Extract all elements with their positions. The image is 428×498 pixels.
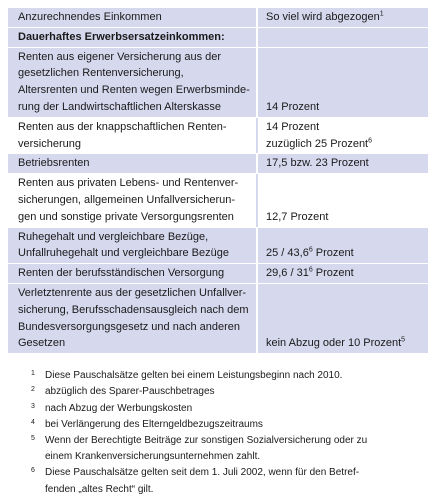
footnote-mark: 4: [31, 418, 35, 426]
footnote-ref: 6: [308, 246, 313, 254]
footnote-text: Diese Pauschalsätze gelten bei einem Leistungsbeginn nach 2010.: [45, 370, 343, 382]
deduction-text-b: Prozent: [312, 247, 354, 260]
deduction-text-a: 29,6 / 31: [266, 267, 309, 280]
footnote-ref: 5: [401, 336, 406, 344]
income-type-cell: Renten der berufsständischen Versorgung: [8, 264, 258, 283]
footnote-item: [31, 465, 421, 497]
footnote-item: [31, 401, 421, 417]
footnote-text: nach Abzug der Werbungskosten: [45, 402, 193, 414]
table-row: [8, 264, 428, 284]
deduction-text: 14 Prozent zuzüglich 25 Prozent: [266, 120, 369, 150]
footnote-mark: 6: [31, 467, 35, 475]
footnote-text: Diese Pauschalsätze gelten seit dem 1. Juli 2002, wenn für den Betref- fenden „altes Recht“ gilt.: [45, 467, 360, 495]
footnote-ref: 1: [379, 10, 384, 18]
footnote-item: [31, 368, 421, 384]
table-row: [8, 228, 428, 265]
deduction-cell: [258, 228, 428, 264]
income-type-cell: Renten aus privaten Lebens- und Rentenver- sicherungen, allgemeinen Unfallversicherun- gen und sonstige private Versorgungsrenten: [8, 174, 258, 226]
table-row: [8, 118, 428, 155]
footnote-text: abzüglich des Sparer-Pauschbetrages: [45, 386, 215, 398]
income-type-cell: Verletztenrente aus der gesetzlichen Unfallver- sicherung, Berufsschadensausgleich nach dem Bundesversorgungsgesetz und nach anderen Gesetzen: [8, 284, 258, 353]
deduction-cell: 17,5 bzw. 23 Prozent: [266, 157, 369, 170]
footnote-item: [31, 433, 421, 465]
deduction-text-b: Prozent: [312, 267, 354, 280]
footnote-item: [31, 384, 421, 400]
footnote-text: bei Verlängerung des Elterngeldbezugszeitraums: [45, 418, 263, 430]
section-title-empty-cell: [258, 28, 428, 47]
table-row: [8, 154, 428, 174]
header-income-type: Anzurechnendes Einkommen: [8, 8, 258, 27]
section-title-row: [8, 28, 428, 48]
footnote-mark: 1: [31, 370, 35, 378]
deduction-cell: [258, 118, 428, 154]
deduction-cell: 12,7 Prozent: [266, 210, 329, 223]
income-type-cell: Betriebsrenten: [8, 154, 258, 173]
table-row: [8, 174, 428, 227]
footnote-mark: 3: [31, 402, 35, 410]
header-deduction-text: So viel wird abgezogen: [266, 11, 380, 23]
header-deduction: [258, 8, 428, 27]
table-row: [8, 284, 428, 354]
table-row: [8, 48, 428, 118]
footnote-mark: 5: [31, 434, 35, 442]
deduction-cell: [258, 284, 428, 353]
footnotes: [8, 368, 421, 498]
section-title: Dauerhaftes Erwerbsersatzeinkommen:: [8, 28, 258, 47]
footnote-ref: 6: [308, 266, 313, 274]
income-type-cell: Ruhegehalt und vergleichbare Bezüge, Unfallruhegehalt und vergleichbare Bezüge: [8, 228, 258, 264]
deduction-cell: 14 Prozent: [266, 100, 320, 113]
deduction-text-a: 25 / 43,6: [266, 247, 309, 260]
footnote-item: [31, 417, 421, 433]
footnote-ref: 6: [368, 136, 373, 144]
income-type-cell: Renten aus der knappschaftlichen Renten- versicherung: [8, 118, 258, 154]
table-header-row: [8, 8, 428, 28]
income-type-cell: Renten aus eigener Versicherung aus der gesetzlichen Rentenversicherung, Altersrenten und Renten wegen Erwerbsminde- rung der Landwirtschaftlichen Alterskasse: [8, 48, 258, 117]
deduction-cell: [258, 264, 428, 283]
footnote-text: Wenn der Berechtigte Beiträge zur sonstigen Sozialversicherung oder zu einem Krankenversicherungsunternehmen zahlt.: [45, 434, 368, 463]
deduction-table: [8, 8, 428, 354]
footnote-mark: 2: [31, 386, 35, 394]
deduction-text: kein Abzug oder 10 Prozent: [266, 337, 402, 350]
